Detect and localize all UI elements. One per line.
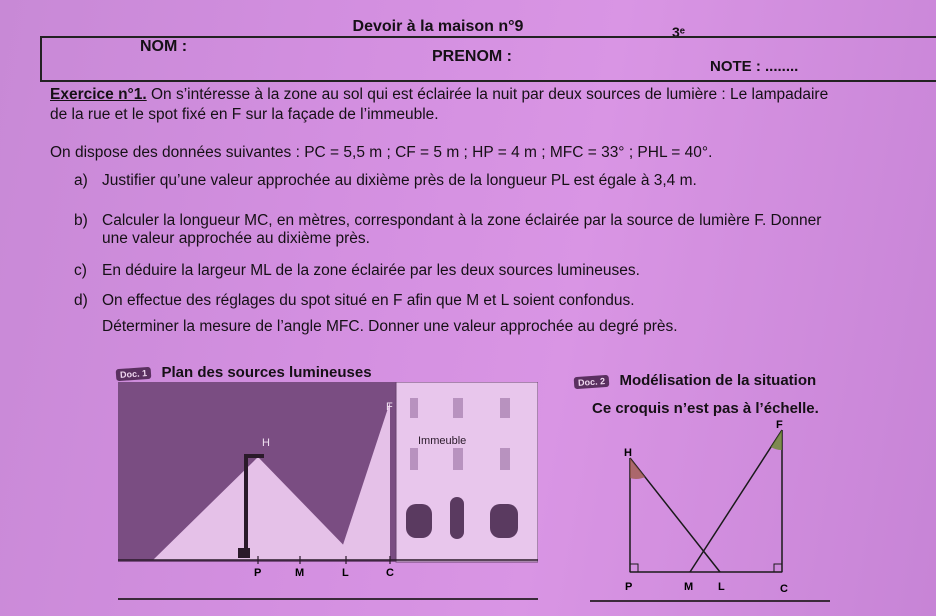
doc2-axis-p: P xyxy=(625,581,633,593)
right-angle-p xyxy=(630,564,638,572)
lamp-base xyxy=(238,548,250,558)
doc1-tag: Doc. 1 xyxy=(116,367,152,381)
doc1-underline xyxy=(118,598,538,600)
doc1-title: Plan des sources lumineuses xyxy=(161,364,372,381)
doc2-note: Ce croquis n’est pas à l’échelle. xyxy=(592,400,819,417)
building-label: Immeuble xyxy=(418,435,467,447)
exercise-intro xyxy=(50,86,930,104)
homework-title: Devoir à la maison n°9 xyxy=(352,18,524,35)
doc1-point-f: F xyxy=(386,401,393,413)
doc2-header xyxy=(574,372,816,390)
data-line: On dispose des données suivantes : PC = 5,5 m ; CF = 5 m ; HP = 4 m ; MFC = 33° ; PHL = 40°. xyxy=(50,144,713,161)
doc1-axis-m: M xyxy=(295,567,305,579)
doc2-axis-l: L xyxy=(718,581,725,593)
doc1-header xyxy=(116,364,372,382)
intro-line-1: On s’intéresse à la zone au sol qui est éclairée la nuit par deux sources de lumière : Le lampadaire xyxy=(151,86,829,103)
question-d: On effectue des réglages du spot situé en F afin que M et L soient confondus. xyxy=(102,292,635,309)
grade-level: 3ᵉ xyxy=(672,24,686,40)
lamp-post xyxy=(244,457,248,557)
doc1-axis-l: L xyxy=(342,567,349,579)
doc2-title: Modélisation de la situation xyxy=(619,372,817,389)
question-d-label: d) xyxy=(74,292,88,309)
right-angle-c xyxy=(774,564,782,572)
doc2-underline xyxy=(590,600,830,602)
lamp-arm xyxy=(244,454,264,458)
question-b-label: b) xyxy=(74,212,88,229)
question-d-cont: Déterminer la mesure de l’angle MFC. Donner une valeur approchée au degré près. xyxy=(102,318,678,335)
prenom-label: PRENOM : xyxy=(432,48,512,65)
doc1-axis-p: P xyxy=(254,567,262,579)
angle-mfc xyxy=(771,430,782,450)
question-b-cont: une valeur approchée au dixième près. xyxy=(102,230,370,247)
doc2-tag: Doc. 2 xyxy=(574,375,610,389)
question-b: Calculer la longueur MC, en mètres, correspondant à la zone éclairée par la source de lumière F. Donner xyxy=(102,212,822,229)
question-a: Justifier qu’une valeur approchée au dixième près de la longueur PL est égale à 3,4 m. xyxy=(102,172,697,189)
question-c-label: c) xyxy=(74,262,87,279)
exercise-title: Exercice n°1. xyxy=(50,86,147,103)
doc1-illustration xyxy=(118,382,538,582)
nom-label: NOM : xyxy=(140,38,188,55)
doc2-axis-c: C xyxy=(780,583,788,595)
doc1-axis-c: C xyxy=(386,567,394,579)
doc1-point-h: H xyxy=(262,437,270,449)
segment-fm xyxy=(690,430,782,572)
question-a-label: a) xyxy=(74,172,88,189)
note-label: NOTE : ........ xyxy=(710,58,799,75)
doc2-diagram xyxy=(600,420,830,600)
angle-phl xyxy=(630,458,645,479)
intro-line-2: de la rue et le spot fixé en F sur la façade de l’immeuble. xyxy=(50,106,439,123)
doc2-point-h: H xyxy=(624,447,632,459)
doc2-point-f: F xyxy=(776,420,783,431)
question-c: En déduire la largeur ML de la zone éclairée par les deux sources lumineuses. xyxy=(102,262,640,279)
doc2-axis-m: M xyxy=(684,581,694,593)
